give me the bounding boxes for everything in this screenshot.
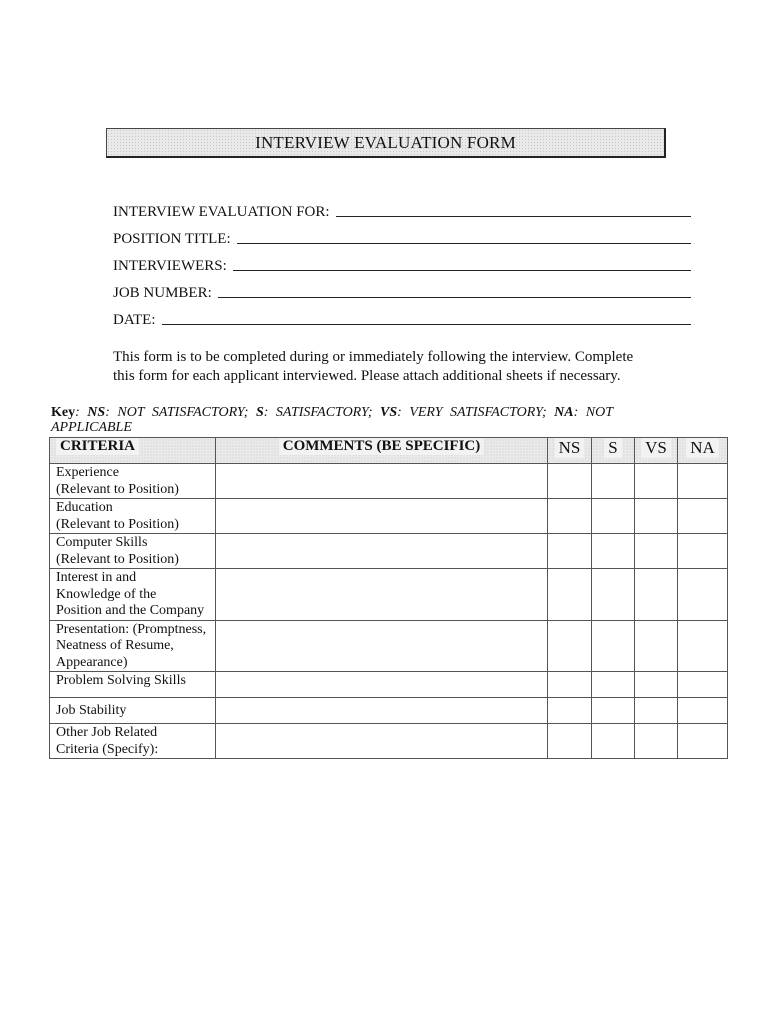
criteria-education: Education (Relevant to Position)	[50, 499, 216, 534]
table-row	[50, 464, 728, 499]
vs-cell[interactable]	[635, 464, 678, 499]
job-number-line[interactable]	[218, 296, 691, 298]
comments-header: COMMENTS (BE SPECIFIC)	[216, 438, 548, 464]
criteria-interest-knowledge: Interest in and Knowledge of the Position and the Company	[50, 569, 216, 621]
s-cell[interactable]	[592, 698, 635, 724]
na-cell[interactable]	[678, 464, 728, 499]
header-row	[50, 438, 728, 464]
criteria-experience: Experience (Relevant to Position)	[50, 464, 216, 499]
comments-cell[interactable]	[216, 698, 548, 724]
na-cell[interactable]	[678, 569, 728, 621]
na-header: NA	[678, 438, 728, 464]
job-number-field	[113, 275, 691, 302]
rating-key: Key: NS: NOT SATISFACTORY; S: SATISFACTORY; VS: VERY SATISFACTORY; NA: NOT APPLICABLE	[51, 405, 613, 435]
s-cell[interactable]	[592, 620, 635, 672]
key-ns-text: NOT SATISFACTORY;	[117, 405, 249, 420]
key-s-text: SATISFACTORY;	[275, 405, 373, 420]
key-na-abbr: NA	[554, 405, 574, 420]
table-row	[50, 672, 728, 698]
s-header: S	[592, 438, 635, 464]
na-cell[interactable]	[678, 724, 728, 759]
vs-header: VS	[635, 438, 678, 464]
ns-cell[interactable]	[548, 620, 592, 672]
date-label: DATE:	[113, 312, 156, 328]
criteria-header: CRITERIA	[50, 438, 216, 464]
ns-cell[interactable]	[548, 569, 592, 621]
na-cell[interactable]	[678, 620, 728, 672]
position-title-field	[113, 221, 691, 248]
applicant-fields	[113, 194, 691, 329]
key-na-text-2: APPLICABLE	[51, 420, 132, 435]
s-cell[interactable]	[592, 569, 635, 621]
position-title-line[interactable]	[237, 242, 691, 244]
date-line[interactable]	[162, 323, 692, 325]
comments-cell[interactable]	[216, 672, 548, 698]
vs-cell[interactable]	[635, 698, 678, 724]
na-cell[interactable]	[678, 534, 728, 569]
instructions	[113, 348, 673, 386]
criteria-other: Other Job Related Criteria (Specify):	[50, 724, 216, 759]
key-label: Key	[51, 405, 76, 420]
instructions-line-2: this form for each applicant interviewed. Please attach additional sheets if necessary.	[113, 368, 621, 384]
vs-cell[interactable]	[635, 724, 678, 759]
ns-cell[interactable]	[548, 698, 592, 724]
comments-cell[interactable]	[216, 724, 548, 759]
ns-cell[interactable]	[548, 534, 592, 569]
na-cell[interactable]	[678, 499, 728, 534]
s-cell[interactable]	[592, 499, 635, 534]
s-cell[interactable]	[592, 534, 635, 569]
criteria-problem-solving: Problem Solving Skills	[50, 672, 216, 698]
ns-cell[interactable]	[548, 672, 592, 698]
table-row	[50, 620, 728, 672]
table-row	[50, 569, 728, 621]
ns-header: NS	[548, 438, 592, 464]
interviewers-line[interactable]	[233, 269, 691, 271]
vs-cell[interactable]	[635, 534, 678, 569]
table-row	[50, 499, 728, 534]
ns-cell[interactable]	[548, 724, 592, 759]
interviewers-field	[113, 248, 691, 275]
s-cell[interactable]	[592, 672, 635, 698]
form-title: INTERVIEW EVALUATION FORM	[106, 128, 666, 158]
vs-cell[interactable]	[635, 499, 678, 534]
table-row	[50, 724, 728, 759]
criteria-job-stability: Job Stability	[50, 698, 216, 724]
interviewers-label: INTERVIEWERS:	[113, 258, 227, 274]
date-field	[113, 302, 691, 329]
evaluation-for-label: INTERVIEW EVALUATION FOR:	[113, 204, 330, 220]
position-title-label: POSITION TITLE:	[113, 231, 231, 247]
vs-cell[interactable]	[635, 620, 678, 672]
instructions-line-1: This form is to be completed during or immediately following the interview. Complete	[113, 349, 634, 365]
key-vs-abbr: VS	[380, 405, 398, 420]
criteria-computer-skills: Computer Skills (Relevant to Position)	[50, 534, 216, 569]
evaluation-for-line[interactable]	[336, 215, 691, 217]
comments-cell[interactable]	[216, 569, 548, 621]
key-na-text: NOT	[585, 405, 613, 420]
job-number-label: JOB NUMBER:	[113, 285, 212, 301]
table-row	[50, 534, 728, 569]
evaluation-for-field	[113, 194, 691, 221]
comments-cell[interactable]	[216, 620, 548, 672]
comments-cell[interactable]	[216, 464, 548, 499]
comments-cell[interactable]	[216, 499, 548, 534]
ns-cell[interactable]	[548, 499, 592, 534]
key-ns-abbr: NS	[87, 405, 106, 420]
key-s-abbr: S	[255, 405, 264, 420]
na-cell[interactable]	[678, 698, 728, 724]
ns-cell[interactable]	[548, 464, 592, 499]
vs-cell[interactable]	[635, 569, 678, 621]
vs-cell[interactable]	[635, 672, 678, 698]
key-vs-text: VERY SATISFACTORY;	[409, 405, 547, 420]
s-cell[interactable]	[592, 724, 635, 759]
na-cell[interactable]	[678, 672, 728, 698]
comments-cell[interactable]	[216, 534, 548, 569]
table-row	[50, 698, 728, 724]
s-cell[interactable]	[592, 464, 635, 499]
evaluation-table	[49, 437, 728, 759]
criteria-presentation: Presentation: (Promptness, Neatness of Resume, Appearance)	[50, 620, 216, 672]
